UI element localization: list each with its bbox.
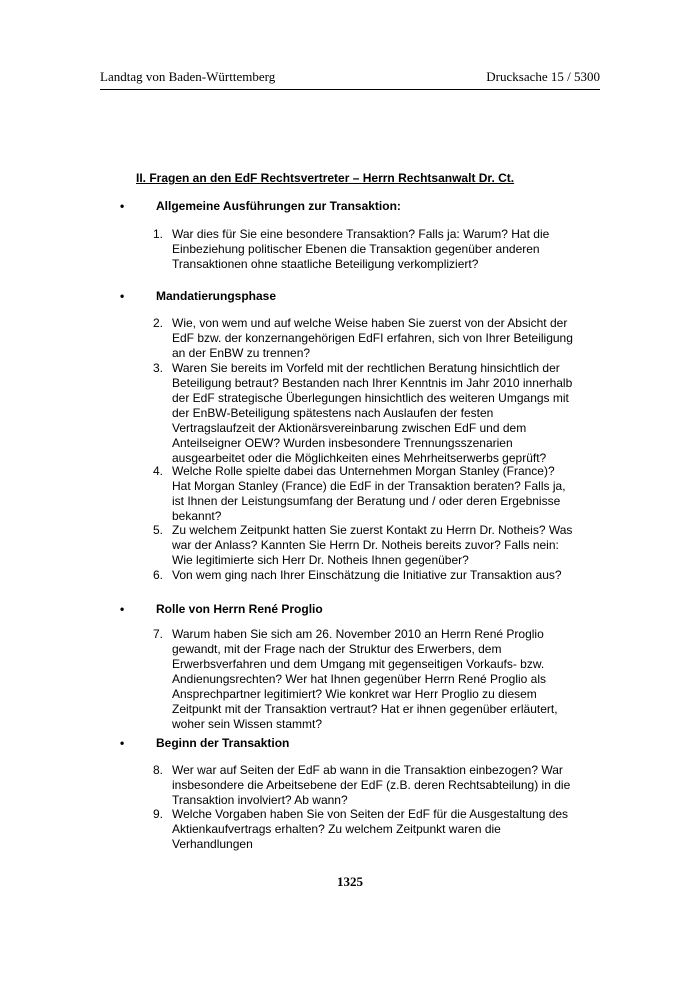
question-text: War dies für Sie eine besondere Transaktion? Falls ja: Warum? Hat die Einbeziehung politischer Ebenen die Transaktion gegenüber anderen Transaktionen ohne staatliche Beteiligung verkompliziert? bbox=[172, 227, 550, 271]
question-text: Welche Vorgaben haben Sie von Seiten der EdF für die Ausgestaltung des Aktienkaufvertrags erhalten? Zu welchem Zeitpunkt waren die Verhandlungen bbox=[172, 807, 569, 851]
page-number: 1325 bbox=[337, 874, 363, 889]
header-document-number: Drucksache 15 / 5300 bbox=[486, 69, 600, 84]
question-text: Wer war auf Seiten der EdF ab wann in die Transaktion einbezogen? War insbesondere die Arbeitsebene der EdF (z.B. deren Rechtsabteilung) in die Transaktion involviert? Ab wann? bbox=[172, 763, 571, 807]
bullet-icon: • bbox=[120, 736, 125, 750]
question-item: 9. Welche Vorgaben haben Sie von Seiten der EdF für die Ausgestaltung des Aktienkaufvertrags erhalten? Zu welchem Zeitpunkt waren die Verhandlungen bbox=[153, 807, 573, 852]
header-publisher: Landtag von Baden-Württemberg bbox=[100, 69, 276, 84]
question-text: Wie, von wem und auf welche Weise haben Sie zuerst von der Absicht der EdF bzw. der konzernangehörigen EdFI erfahren, sich von Ihrer Beteiligung an der EnBW zu trennen? bbox=[172, 316, 573, 360]
question-item: 6. Von wem ging nach Ihrer Einschätzung die Initiative zur Transaktion aus? bbox=[153, 568, 573, 583]
question-text: Welche Rolle spielte dabei das Unternehmen Morgan Stanley (France)? Hat Morgan Stanley (France) die EdF in der Transaktion beraten? Falls ja, ist Ihnen der Leistungsumfang der Beratung und / oder deren Ergebnisse bekannt? bbox=[172, 464, 566, 523]
question-item: 7. Warum haben Sie sich am 26. November 2010 an Herrn René Proglio gewandt, mit der Frage nach der Struktur des Erwerbers, dem Erwerbsverfahren und dem Umgang mit gegenseitigen Vorkaufs- bzw. Andienungsrechten? Wer hat Ihnen gegenüber Herrn René Proglio als Ansprechpartner legitimiert? Wie konkret war Herr Proglio zu diesem Zeitpunkt mit der Transaktion vertraut? Hat er ihnen gegenüber erläutert, woher sein Wissen stammt? bbox=[153, 627, 573, 732]
question-item: 8. Wer war auf Seiten der EdF ab wann in die Transaktion einbezogen? War insbesondere die Arbeitsebene der EdF (z.B. deren Rechtsabteilung) in die Transaktion involviert? Ab wann? bbox=[153, 763, 573, 808]
question-text: Zu welchem Zeitpunkt hatten Sie zuerst Kontakt zu Herrn Dr. Notheis? Was war der Anlass? Kannten Sie Herrn Dr. Notheis bereits zuvor? Falls nein: Wie legitimierte sich Herr Dr. Notheis Ihnen gegenüber? bbox=[172, 523, 573, 567]
bullet-icon: • bbox=[120, 199, 125, 213]
section-title: II. Fragen an den EdF Rechtsvertreter – Herrn Rechtsanwalt Dr. Ct. bbox=[136, 171, 515, 185]
question-text: Waren Sie bereits im Vorfeld mit der rechtlichen Beratung hinsichtlich der Beteiligung betraut? Bestanden nach Ihrer Kenntnis im Jahr 2010 innerhalb der EdF strategische Überlegungen hinsichtlich des weiteren Umgangs mit der EnBW-Beteiligung spätestens nach Auslaufen der festen Vertragslaufzeit der Aktionärsvereinbarung zwischen EdF und dem Anteilseigner OEW? Wurden insbesondere Trennungsszenarien ausgearbeitet oder die Möglichkeiten eines Mehrheitserwerbs geprüft? bbox=[172, 361, 573, 465]
question-item: 5. Zu welchem Zeitpunkt hatten Sie zuerst Kontakt zu Herrn Dr. Notheis? Was war der Anlass? Kannten Sie Herrn Dr. Notheis bereits zuvor? Falls nein: Wie legitimierte sich Herr Dr. Notheis Ihnen gegenüber? bbox=[153, 523, 573, 567]
bullet-icon: • bbox=[120, 289, 125, 303]
question-item: 1. War dies für Sie eine besondere Transaktion? Falls ja: Warum? Hat die Einbeziehung politischer Ebenen die Transaktion gegenüber anderen Transaktionen ohne staatliche Beteiligung verkompliziert? bbox=[153, 227, 573, 272]
running-header bbox=[100, 67, 600, 90]
question-item: 4. Welche Rolle spielte dabei das Unternehmen Morgan Stanley (France)? Hat Morgan Stanley (France) die EdF in der Transaktion beraten? Falls ja, ist Ihnen der Leistungsumfang der Beratung und / oder deren Ergebnisse bekannt? bbox=[153, 464, 573, 524]
bullet-icon: • bbox=[120, 602, 125, 616]
question-item: 3. Waren Sie bereits im Vorfeld mit der rechtlichen Beratung hinsichtlich der Beteiligung betraut? Bestanden nach Ihrer Kenntnis im Jahr 2010 innerhalb der EdF strategische Überlegungen hinsichtlich des weiteren Umgangs mit der EnBW-Beteiligung spätestens nach Auslaufen der festen Vertragslaufzeit der Aktionärsvereinbarung zwischen EdF und dem Anteilseigner OEW? Wurden insbesondere Trennungsszenarien ausgearbeitet oder die Möglichkeiten eines Mehrheitserwerbs geprüft? bbox=[153, 361, 573, 465]
question-text: Von wem ging nach Ihrer Einschätzung die Initiative zur Transaktion aus? bbox=[172, 568, 562, 582]
document-page: Landtag von Baden-Württemberg Drucksache 15 / 5300 II. Fragen an den EdF Rechtsvertreter – Herrn Rechtsanwalt Dr. Ct. • Allgemeine Ausführungen zur Transaktion: 1. War dies für Sie eine besondere Transaktion? Falls ja: Warum? Hat die Einbeziehung politischer Ebenen die Transaktion gegenüber anderen Transaktionen ohne staatliche Beteiligung verkompliziert? • Mandatierungsphase 2. Wie, von wem und auf welche Weise haben Sie zuerst von der Absicht der EdF bzw. der konzernangehörigen EdFI erfahren, sich von Ihrer Beteiligung an der EnBW zu trennen? 3. Waren Sie bereits im Vorfeld mit der rechtlichen Beratung hinsichtlich der Beteiligung betraut? Bestanden nach Ihrer Kenntnis im Jahr 2010 innerhalb der EdF strategische Überlegungen hinsichtlich des weiteren Umgangs mit der EnBW-Beteiligung spätestens nach Auslaufen der festen Vertragslaufzeit der Aktionärsvereinbarung zwischen EdF und dem Anteilseigner OEW? Wurden insbesondere Trennungsszenarien ausgearbeitet oder die Möglichkeiten eines Mehrheitserwerbs geprüft? 4. Welche Rolle spielte dabei das Unternehmen Morgan Stanley (France)? Hat Morgan Stanley (France) die EdF in der Transaktion beraten? Falls ja, ist Ihnen der Leistungsumfang der Beratung und / oder deren Ergebnisse bekannt? 5. Zu welchem Zeitpunkt hatten Sie zuerst Kontakt zu Herrn Dr. Notheis? Was war der Anlass? Kannten Sie Herrn Dr. Notheis bereits zuvor? Falls nein: Wie legitimierte sich Herr Dr. Notheis Ihnen gegenüber? 6. Von wem ging nach Ihrer Einschätzung die Initiative zur Transaktion aus? • Rolle von Herrn René Proglio 7. Warum haben Sie sich am 26. November 2010 an Herrn René Proglio gewandt, mit der Frage nach der Struktur des Erwerbers, dem Erwerbsverfahren und dem Umgang mit gegenseitigen Vorkaufs- bzw. Andienungsrechten? Wer hat Ihnen gegenüber Herrn René Proglio als Ansprechpartner legitimiert? Wie konkret war Herr Proglio zu diesem Zeitpunkt mit der Transaktion vertraut? Hat er ihnen gegenüber erläutert, woher sein Wissen stammt? • Beginn der Transaktion 8. Wer war auf Seiten der EdF ab wann in die Transaktion einbezogen? War insbesondere die Arbeitsebene der EdF (z.B. deren Rechtsabteilung) in die Transaktion involviert? Ab wann? 9. Welche Vorgaben haben Sie von Seiten der EdF für die Ausgestaltung des Aktienkaufvertrags erhalten? Zu welchem Zeitpunkt waren die Verhandlungen 1325 bbox=[0, 0, 700, 990]
question-text: Warum haben Sie sich am 26. November 2010 an Herrn René Proglio gewandt, mit der Frage nach der Struktur des Erwerbers, dem Erwerbsverfahren und dem Umgang mit gegenseitigen Vorkaufs- bzw. Andienungsrechten? Wer hat Ihnen gegenüber Herrn René Proglio als Ansprechpartner legitimiert? Wie konkret war Herr Proglio zu diesem Zeitpunkt mit der Transaktion vertraut? Hat er ihnen gegenüber erläutert, woher sein Wissen stammt? bbox=[172, 627, 558, 731]
question-item: 2. Wie, von wem und auf welche Weise haben Sie zuerst von der Absicht der EdF bzw. der konzernangehörigen EdFI erfahren, sich von Ihrer Beteiligung an der EnBW zu trennen? bbox=[153, 316, 573, 360]
